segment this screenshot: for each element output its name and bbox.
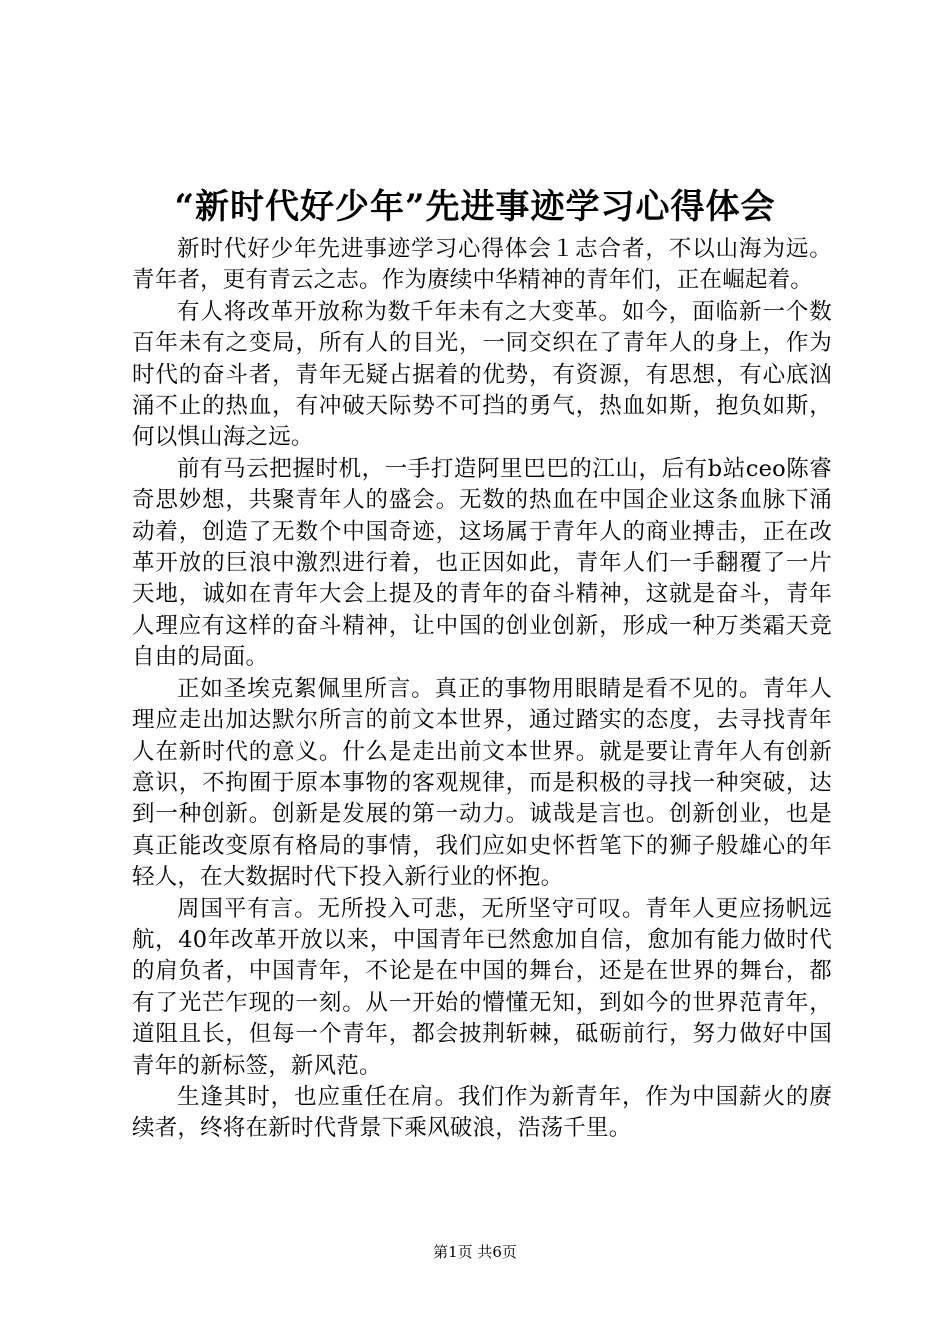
paragraph: 生逢其时，也应重任在肩。我们作为新青年，作为中国薪火的赓续者，终将在新时代背景下乘风破浪，浩荡千里。	[132, 1083, 832, 1142]
document-body	[132, 234, 832, 1145]
paragraph: 新时代好少年先进事迹学习心得体会１志合者，不以山海为远。青年者，更有青云之志。作为赓续中华精神的青年们，正在崛起着。	[132, 236, 832, 294]
paragraph: 周国平有言。无所投入可悲，无所坚守可叹。青年人更应扬帆远航，40年改革开放以来，中国青年已然愈加自信，愈加有能力做时代的肩负者，中国青年，不论是在中国的舞台，还是在世界的舞台，都有了光芒乍现的一刻。从一开始的懵懂无知，到如今的世界范青年，道阻且长，但每一个青年，都会披荆斩棘，砥砺前行，努力做好中国青年的新标签，新风范。	[132, 895, 832, 1079]
document-title: “新时代好少年”先进事迹学习心得体会	[174, 187, 776, 227]
paragraph: 有人将改革开放称为数千年未有之大变革。如今，面临新一个数百年未有之变局，所有人的目光，一同交织在了青年人的身上，作为时代的奋斗者，青年无疑占据着的优势，有资源，有思想，有心底汹涌不止的热血，有冲破天际势不可挡的勇气，热血如斯，抱负如斯，何以惧山海之远。	[132, 298, 832, 451]
paragraph: 正如圣埃克絮佩里所言。真正的事物用眼睛是看不见的。青年人理应走出加达默尔所言的前文本世界，通过踏实的态度，去寻找青年人在新时代的意义。什么是走出前文本世界。就是要让青年人有创新意识，不拘囿于原本事物的客观规律，而是积极的寻找一种突破，达到一种创新。创新是发展的第一动力。诚哉是言也。创新创业，也是真正能改变原有格局的事情，我们应如史怀哲笔下的狮子般雄心的年轻人，在大数据时代下投入新行业的怀抱。	[132, 675, 832, 891]
paragraph: 前有马云把握时机，一手打造阿里巴巴的江山，后有b站ceo陈睿奇思妙想，共聚青年人的盛会。无数的热血在中国企业这条血脉下涌动着，创造了无数个中国奇迹，这场属于青年人的商业搏击，正在改革开放的巨浪中激烈进行着，也正因如此，青年人们一手翻覆了一片天地，诚如在青年大会上提及的青年的奋斗精神，这就是奋斗，青年人理应有这样的奋斗精神，让中国的创业创新，形成一种万类霜天竞自由的局面。	[132, 455, 832, 671]
page-footer: 第1页 共6页	[433, 1243, 517, 1261]
